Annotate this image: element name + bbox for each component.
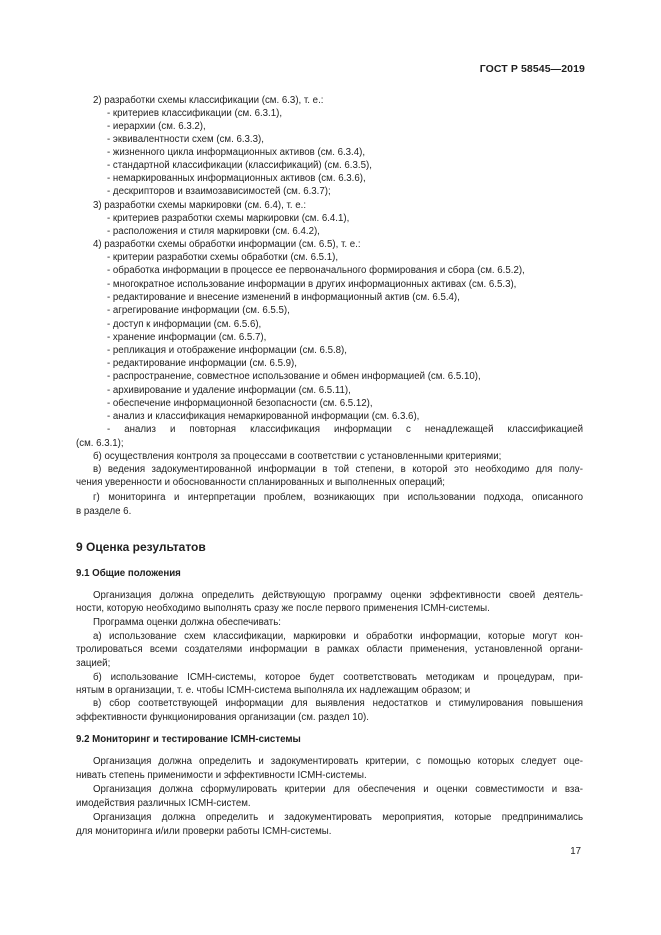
page-number: 17 — [570, 846, 581, 857]
list-item: - иерархии (см. 6.3.2), — [107, 121, 206, 132]
list-item: в) ведения задокументированной информации в той степени, в которой это необходимо для полу- — [93, 464, 583, 475]
list-item: - обеспечение информационной безопасности (см. 6.5.12), — [107, 398, 373, 409]
list-item: (см. 6.3.1); — [76, 438, 124, 449]
paragraph-line: Организация должна сформулировать критерии для обеспечения и оценки совместимости и вза- — [93, 784, 583, 795]
list-item: - репликация и отображение информации (см. 6.5.8), — [107, 345, 347, 356]
list-item: 2) разработки схемы классификации (см. 6.3), т. е.: — [93, 95, 324, 106]
list-item: - стандартной классификации (классификаций) (см. 6.3.5), — [107, 160, 372, 171]
list-item: - распространение, совместное использование и обмен информацией (см. 6.5.10), — [107, 371, 481, 382]
list-item: - редактирование и внесение изменений в информационный актив (см. 6.5.4), — [107, 292, 460, 303]
standard-header: ГОСТ Р 58545—2019 — [479, 63, 585, 75]
paragraph-line: а) использование схем классификации, маркировки и обработки информации, которые могут кон- — [93, 631, 583, 642]
section-title: 9 Оценка результатов — [76, 540, 206, 554]
list-item: 3) разработки схемы маркировки (см. 6.4), т. е.: — [93, 200, 307, 211]
paragraph-line: имодействия различных ICMH-систем. — [76, 798, 251, 809]
paragraph-line: ности, которую необходимо выполнять сразу же после первого применения ICMH-системы. — [76, 603, 490, 614]
paragraph-line: Организация должна определить и задокументировать критерии, с помощью которых следует оце- — [93, 756, 583, 767]
list-item: - анализ и классификация немаркированной информации (см. 6.3.6), — [107, 411, 420, 422]
list-item: в разделе 6. — [76, 506, 132, 517]
list-item: - дескрипторов и взаимозависимостей (см. 6.3.7); — [107, 186, 331, 197]
paragraph-line: зацией; — [76, 658, 111, 669]
list-item: чения уверенности и обоснованности спланированных и выполненных операций; — [76, 477, 445, 488]
list-item: - хранение информации (см. 6.5.7), — [107, 332, 267, 343]
paragraph-line: нивать степень применимости и эффективности ICMH-системы. — [76, 770, 367, 781]
list-item: - расположения и стиля маркировки (см. 6.4.2), — [107, 226, 320, 237]
list-item: - немаркированных информационных активов (см. 6.3.6), — [107, 173, 366, 184]
list-item: - критерии разработки схемы обработки (см. 6.5.1), — [107, 252, 339, 263]
list-item: 4) разработки схемы обработки информации (см. 6.5), т. е.: — [93, 239, 361, 250]
list-item: - доступ к информации (см. 6.5.6), — [107, 319, 262, 330]
list-item: - многократное использование информации в других информационных активах (см. 6.5.3), — [107, 279, 517, 290]
paragraph-line: нятым в организации, т. е. чтобы ICMH-система выполняла их надлежащим образом; и — [76, 685, 471, 696]
list-item: - агрегирование информации (см. 6.5.5), — [107, 305, 290, 316]
paragraph-line: Программа оценки должна обеспечивать: — [93, 617, 281, 628]
paragraph-line: Организация должна определить и задокументировать мероприятия, которые предпринимались — [93, 812, 583, 823]
list-item: - критериев разработки схемы маркировки (см. 6.4.1), — [107, 213, 350, 224]
list-item: - редактирование информации (см. 6.5.9), — [107, 358, 297, 369]
list-item: - жизненного цикла информационных активов (см. 6.3.4), — [107, 147, 366, 158]
list-item: г) мониторинга и интерпретации проблем, возникающих при использовании подхода, описанного — [93, 492, 583, 503]
paragraph-line: в) сбор соответствующей информации для выявления недостатков и стимулирования повышения — [93, 698, 583, 709]
list-item: - архивирование и удаление информации (см. 6.5.11), — [107, 385, 351, 396]
paragraph-line: Организация должна определить действующую программу оценки эффективности своей деятель- — [93, 590, 583, 601]
list-item: - обработка информации в процессе ее первоначального формирования и сбора (см. 6.5.2), — [107, 265, 525, 276]
list-item: б) осуществления контроля за процессами в соответствии с установленными критериями; — [93, 451, 502, 462]
paragraph-line: для мониторинга и/или проверки работы ICMH-системы. — [76, 826, 332, 837]
list-item: - критериев классификации (см. 6.3.1), — [107, 108, 283, 119]
paragraph-line: тролироваться всеми создателями информации в рамках области применения, установленной органи- — [76, 644, 583, 655]
paragraph-line: б) использование ICMH-системы, которое будет соответствовать методикам и процедурам, при- — [93, 672, 583, 683]
subsection-title: 9.2 Мониторинг и тестирование ICMH-системы — [76, 734, 301, 745]
paragraph-line: эффективности функционирования организации (см. раздел 10). — [76, 712, 369, 723]
subsection-title: 9.1 Общие положения — [76, 568, 181, 579]
list-item: - эквивалентности схем (см. 6.3.3), — [107, 134, 264, 145]
list-item: - анализ и повторная классификация информации с ненадлежащей классификацией — [107, 424, 583, 435]
